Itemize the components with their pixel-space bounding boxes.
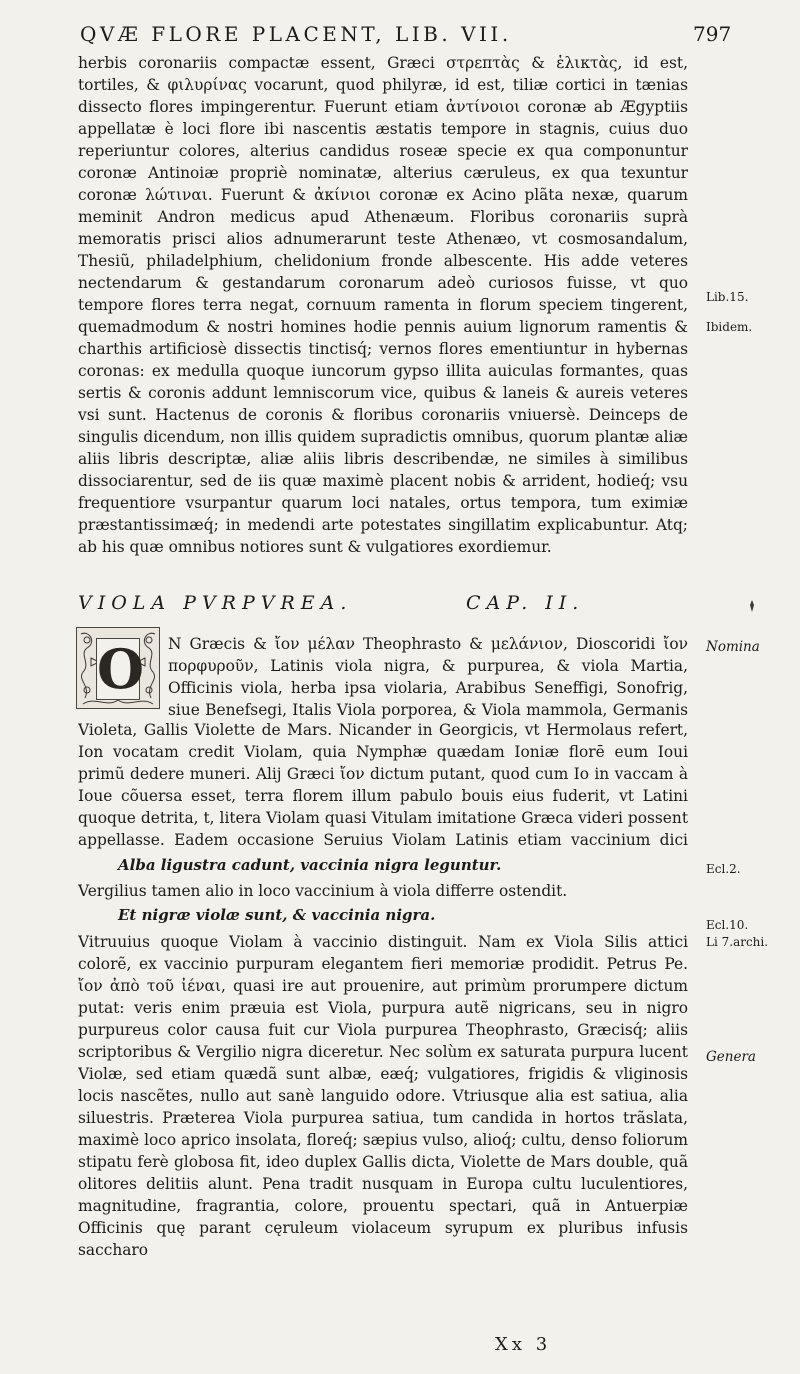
- verse-quotation-2: Et nigræ violæ sunt, & vaccinia nigra.: [118, 906, 436, 924]
- margin-note-ibidem: Ibidem.: [706, 320, 753, 334]
- fleuron-icon: [748, 600, 756, 612]
- margin-note-lib: Lib.15.: [706, 290, 749, 304]
- chapter-label: CAP. II.: [466, 592, 585, 614]
- final-paragraph: Vitruuius quoque Violam à vaccinio distinguit. Nam ex Viola Silis attici colorẽ, ex vaccinio purpuram elegantem fieri memoriæ prodidit. Petrus Pe. ἴον ἀπὸ τοῦ ἰέναι, quasi ire aut prouenire, aut primùm prorumpere dictum putat: veris enim præuia est Viola, purpura autẽ nigricans, seu in nigro purpureus color causa fuit cur Viola purpurea Theophrasto, Græcisq́; aliis scriptoribus & Vergilio nigra diceretur. Nec solùm ex saturata purpura lucent Violæ, sed etiam quædã sunt albæ, eæq́; vulgatiores, frigidis & vliginosis locis nascẽtes, nullo aut sanè languido odore. Vtriusque alia est satiua, alia siluestris. Præterea Viola purpurea satiua, tum candida in hortos trãslata, maximè loco aprico insolata, floreq́; sæpius vulso, alioq́; cultu, denso foliorum stipatu ferè globosa fit, ideo duplex Gallis dicta, Violette de Mars double, quã olitores delitiis alunt. Pena tradit nusquam in Europa cultu luculentiores, magnitudine, fragrantia, colore, prouentu spectari, quã in Antuerpiæ Officinis quę parant cęruleum violaceum syrupum ex pluribus infusis saccharo: [78, 933, 688, 1259]
- chapter-opening-text: N Græcis & ἴον μέλαν Theophrasto & μελάνιον, Dioscoridi ἴον πορφυροῦν, Latinis viola nigra, & purpurea, & viola Martia, Officinis viola, herba ipsa violaria, Arabibus Seneffigi, Sonofrig, siue Benefsegi, Italis Viola porporea, & Viola mammola, Germanis: [168, 635, 688, 719]
- chapter-continuation: Violeta, Gallis Violette de Mars. Nicander in Georgicis, vt Hermolaus refert, Ion vocatam credit Violam, quia Nymphæ quædam Ioniæ florē eum Ioui primũ dedere muneri. Alij Græci ἴον dictum putant, quod cum Io in vaccam à Ioue cõuersa esset, terra florem illum pabulo bouis eius fuderit, vt Latini quoque detrita, t, litera Violam quasi Vitulam imitatione Græca videri possent appellasse. Eadem occasione Seruius Violam Latinis etiam vaccinium dici: [78, 721, 688, 849]
- margin-note-genera: Genera: [706, 1049, 756, 1065]
- page-number: 797: [693, 22, 732, 46]
- drop-cap-letter: O: [97, 637, 145, 701]
- margin-note-ecl2: Ecl.2.: [706, 862, 741, 876]
- verse-commentary: Vergilius tamen alio in loco vaccinium à viola differre ostendit.: [78, 882, 568, 900]
- verse-quotation-1: Alba ligustra cadunt, vaccinia nigra leguntur.: [118, 856, 502, 874]
- margin-note-li7: Li 7.archi.: [706, 935, 769, 949]
- margin-note-nomina: Nomina: [706, 639, 760, 655]
- section-title: [78, 592, 688, 614]
- decorated-initial: [76, 627, 160, 709]
- intro-paragraph: herbis coronariis compactæ essent, Græci στρεπτὰς & ἑλικτὰς, id est, tortiles, & φιλυρίνας vocarunt, quod philyræ, id est, tiliæ cortici in tænias dissecto flores impingerentur. Fuerunt etiam ἀντίνοιοι coronæ ab Ægyptiis appellatæ è loci flore ibi nascentis æstatis tempore in stagnis, cuius duo reperiuntur colores, alterius candidus roseæ specie ex qua componuntur coronæ Antinoiæ propriè nominatæ, alterius cæruleus, ex qua texuntur coronæ λώτιναι. Fuerunt & ἀκίνιοι coronæ ex Acino plãta nexæ, quarum meminit Andron medicus apud Athenæum. Floribus coronariis suprà memoratis prisci alios adnumerarunt teste Athenæo, vt cosmosandalum, Thesiũ, philadelphium, chelidonium fronde albescente. His adde veteres nectendarum & gestandarum coronarum adeò curiosos fuisse, vt quo tempore flores terra negat, cornuum ramenta in florum speciem tingerent, quemadmodum & nostri homines hodie pennis auium lignorum ramentis & charthis artificiosè dissectis tinctisq́; vernos flores ementiuntur in hybernas coronas: ex medulla quoque iuncorum gypso illita auiculas formantes, quas sertis & coronis addunt lemniscorum vice, quibus & laneis & aureis veteres vsi sunt. Hactenus de coronis & floribus coronariis vniuersè. Deinceps de singulis dicendum, non illis quidem supradictis omnibus, quorum plantæ aliæ aliis libris descriptæ, aliæ aliis libris describendæ, ne similes à similibus dissociarentur, sed de iis quæ maximè placent nobis & arrident, hodieq́; vsu frequentiore vsurpantur quarum loci natales, ortus tempora, tum eximiæ præstantissimæq́; in medendi arte potestates singillatim explicabuntur. Atq; ab his quæ omnibus notiores sunt & vulgatiores exordiemur.: [78, 54, 688, 556]
- running-head: QVÆ FLORE PLACENT, LIB. VII.: [80, 22, 512, 46]
- margin-note-ecl10: Ecl.10.: [706, 918, 749, 932]
- section-title-text: VIOLA PVRPVREA.: [78, 592, 353, 614]
- signature-mark: Xx 3: [495, 1334, 552, 1355]
